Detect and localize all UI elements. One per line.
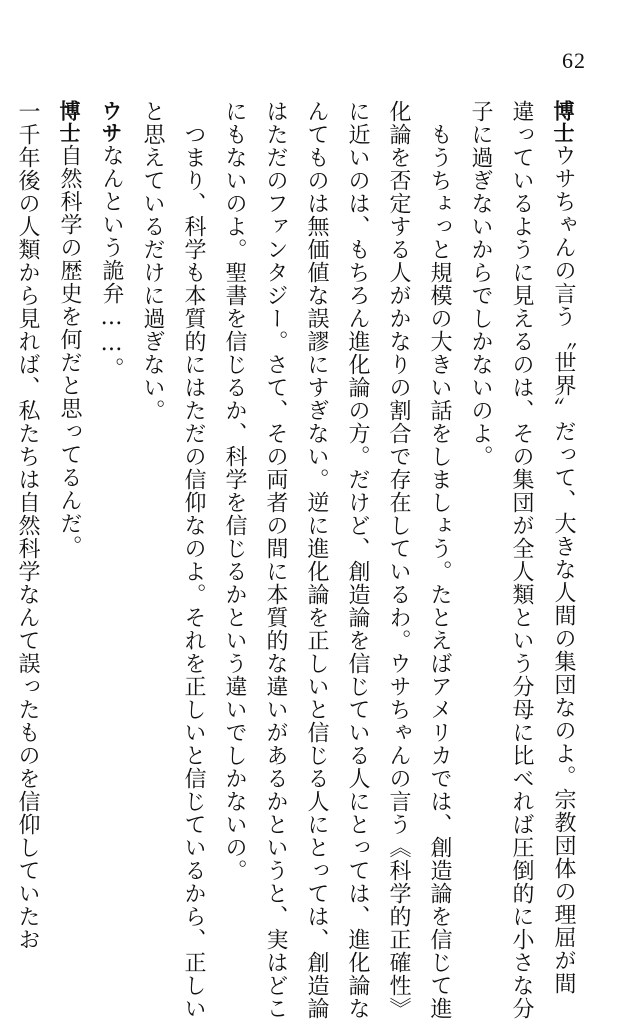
text-line [378,100,419,1020]
line-text: 化論を否定する人がかなりの割合で存在しているわ。ウサちゃんの言う《科学的正確性》 [386,100,411,1020]
page-number: 62 [562,48,586,73]
text-line [460,100,501,860]
text-line [255,100,296,1020]
text-line [542,100,584,995]
text-line [132,100,173,860]
text-line [337,100,378,1020]
text-line [296,100,337,1020]
speaker-label: 博士 [57,100,81,144]
line-text: 違っているように見えるのは、その集団が全人類という分母に比べれば圧倒的に小さな分 [509,100,534,1020]
speaker-label: 博士 [551,100,575,144]
text-line [501,100,542,1020]
line-text: 自然科学の歴史を何だと思ってるんだ。 [57,144,82,558]
line-text: にもないのよ。聖書を信じるか、科学を信じるかという違いでしかないの。 [222,100,247,882]
line-text: に近いのは、もちろん進化論の方。だけど、創造論を信じている人にとっては、進化論な [345,100,370,1020]
text-line [214,100,255,882]
line-text: もうちょっと規模の大きい話をしましょう。たとえばアメリカでは、創造論を信じて進 [427,100,452,1020]
line-text: つまり、科学も本質的にはただの信仰なのよ。それを正しいと信じているから、正しい [181,100,206,1020]
line-text: なんという詭弁……。 [99,144,124,380]
text-line [419,100,460,1020]
line-text: と思えているだけに過ぎない。 [140,100,165,422]
text-line [90,100,132,860]
line-text: ウサちゃんの言う〝世界〟だって、大きな人間の集団なのよ。宗教団体の理屈が間 [551,144,576,995]
text-line [173,100,214,1020]
text-line [7,100,48,951]
speaker-label: ウサ [99,100,123,144]
vertical-text-body [0,100,584,1020]
text-line [48,100,90,860]
text-line [0,100,7,860]
line-text: 一千年後の人類から見れば、私たちは自然科学なんて誤ったものを信仰していたお [15,100,40,951]
line-text: んてものは無価値な誤謬にすぎない。逆に進化論を正しいと信じる人にとっては、創造論 [304,100,329,1020]
line-text: はただのファンタジー。さて、その両者の間に本質的な違いがあるかというと、実はどこ [263,100,288,1020]
line-text: 子に過ぎないからでしかないのよ。 [468,100,493,468]
